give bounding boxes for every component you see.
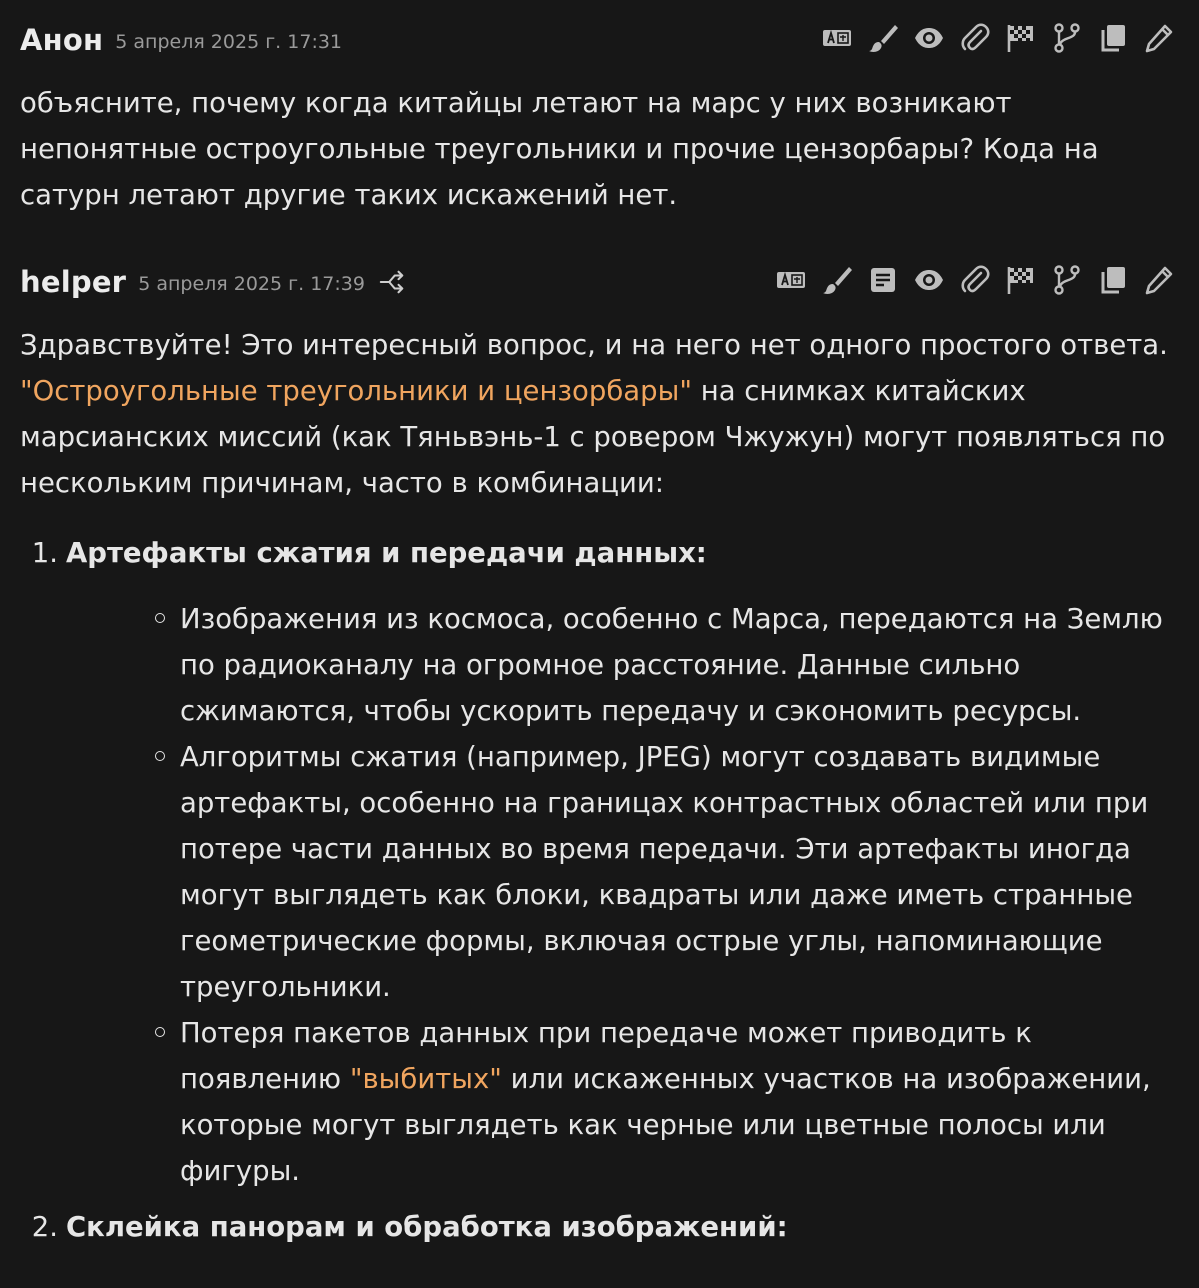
list-item-heading: [20, 1204, 1177, 1250]
copy-icon[interactable]: [1095, 20, 1131, 56]
sub-list-text: Алгоритмы сжатия (например, JPEG) могут создавать видимые артефакты, особенно на границах контрастных областей или при потере части данных во время передачи. Эти артефакты иногда могут выглядеть как блоки, квадраты или даже иметь странные геометрические формы, включая острые углы, напоминающие треугольники.: [180, 741, 1149, 1003]
reasons-list: [20, 530, 1177, 1250]
list-item-title: Артефакты сжатия и передачи данных:: [66, 537, 707, 569]
paperclip-icon[interactable]: [957, 262, 993, 298]
message-user: [20, 0, 1177, 218]
intro-text: на снимках китайских марсианских миссий (как Тяньвэнь-1 с ровером Чжужун) могут появляться по нескольким причинам, часто в комбинации:: [20, 375, 1166, 499]
copy-icon[interactable]: [1095, 262, 1131, 298]
sub-list: [20, 596, 1177, 1194]
bullet-icon: [155, 1027, 165, 1037]
branch-icon[interactable]: [1049, 20, 1085, 56]
bullet-icon: [155, 751, 165, 761]
message-header: [20, 242, 1177, 322]
paperclip-icon[interactable]: [957, 20, 993, 56]
sub-list-item: [180, 734, 1177, 1010]
flag-icon[interactable]: [1003, 20, 1039, 56]
message-author: Анон: [20, 23, 104, 57]
sub-list-text: или искаженных участков на изображении, которые могут выглядеть как черные или цветные полосы или фигуры.: [180, 1063, 1151, 1187]
message-timestamp: 5 апреля 2025 г. 17:39: [138, 273, 365, 295]
list-item-heading: [20, 530, 1177, 576]
sub-list-text: Изображения из космоса, особенно с Марса, передаются на Землю по радиоканалу на огромное расстояние. Данные сильно сжимаются, чтобы ускорить передачу и сэкономить ресурсы.: [180, 603, 1163, 727]
message-text: объясните, почему когда китайцы летают на марс у них возникают непонятные остроугольные треугольники и прочие цензорбары? Кода на сатурн летают другие таких искажений нет.: [20, 87, 1099, 211]
list-number: 2.: [31, 1211, 58, 1243]
bullet-icon: [155, 613, 165, 623]
branch-icon[interactable]: [1049, 262, 1085, 298]
message-author: helper: [20, 265, 127, 299]
message-header: [20, 0, 1177, 80]
message-intro: [20, 322, 1177, 506]
swipe-icon[interactable]: [377, 267, 407, 297]
eye-icon[interactable]: [911, 20, 947, 56]
eye-icon[interactable]: [911, 262, 947, 298]
quoted-phrase: "выбитых": [349, 1063, 502, 1095]
sub-list-item: [180, 596, 1177, 734]
message-toolbar: [809, 20, 1177, 56]
pencil-icon[interactable]: [1141, 20, 1177, 56]
brush-icon[interactable]: [865, 20, 901, 56]
flag-icon[interactable]: [1003, 262, 1039, 298]
message-body: [20, 322, 1177, 1250]
sub-list-text: Потеря пакетов данных при передаче может приводить к появлению: [180, 1017, 1032, 1095]
intro-text: Здравствуйте! Это интересный вопрос, и на него нет одного простого ответа.: [20, 329, 1168, 361]
quoted-phrase: "Остроугольные треугольники и цензорбары": [20, 375, 692, 407]
list-number: 1.: [31, 537, 58, 569]
brush-icon[interactable]: [819, 262, 855, 298]
pencil-icon[interactable]: [1141, 262, 1177, 298]
list-item: [20, 530, 1177, 1194]
translate-icon[interactable]: [773, 262, 809, 298]
message-toolbar: [763, 262, 1177, 298]
sub-list-item: [180, 1010, 1177, 1194]
translate-icon[interactable]: [819, 20, 855, 56]
message-assistant: [20, 242, 1177, 1260]
summary-icon[interactable]: [865, 262, 901, 298]
list-item-title: Склейка панорам и обработка изображений:: [66, 1211, 788, 1243]
message-timestamp: 5 апреля 2025 г. 17:31: [115, 31, 343, 53]
list-item: [20, 1204, 1177, 1250]
message-body: [20, 80, 1177, 218]
